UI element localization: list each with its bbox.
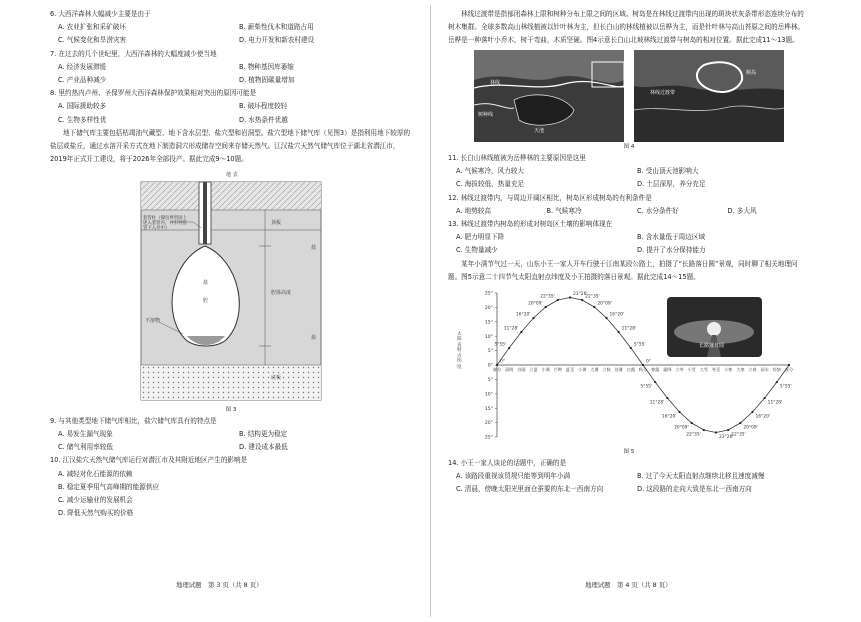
label-cavity: 腔 [203,297,209,304]
category-label: 夏至 [565,366,575,372]
data-label: 5°55' [779,384,792,390]
right-page [448,8,810,496]
category-label: 小雪 [687,366,696,372]
option[interactable]: C. 海拔较低，热量充足 [456,180,525,189]
data-point [691,422,693,424]
option[interactable]: A. 国际援助较多 [58,102,107,111]
label-salt-2: 盐 [311,334,317,341]
category-label: 惊蛰 [772,366,782,372]
y-tick-label: 10° [484,392,493,398]
label-treeline-ecotone: 林线过渡带 [650,90,676,96]
data-label: 22°35' [540,294,555,300]
left-page-footer: 地理试题 第 3 页（共 8 页） [176,581,263,589]
passage-14-15: 某年小满节气过一天，山东小王一家人开车行驶于江南某段公路上，拍摄了“长路落日圆”景观，同时聊了相关地理问题。图5示意二十四节气太阳直射点纬度及小王拍摄的落日景观。据此完成14～15题。 [448,259,798,281]
category-label: 寒露 [650,366,660,372]
data-point [654,381,656,383]
data-label: 22°35' [686,432,701,438]
question-8-options [50,100,412,126]
category-label: 处暑 [614,366,623,372]
data-label: 16°20' [661,414,677,420]
question-6-options [50,21,412,47]
category-label: 大寒 [736,366,745,372]
option[interactable]: D. 降低天然气购买的价格 [58,509,134,518]
option[interactable]: A. 该路段重视该贸规只能等到明年小满 [456,471,571,480]
data-point [715,431,717,433]
question-12-options [448,205,810,218]
option[interactable]: B. 破坏程度较轻 [239,102,288,111]
category-label: 冬至 [711,366,721,372]
question-10-options [50,468,412,521]
label-casing-string: 套管柱（镍包界型固上述入套管内，并引导套管下入井中） [143,215,187,232]
y-tick-label: 0° [487,363,493,369]
option[interactable]: A. 农业扩张和采矿破坏 [58,23,126,32]
y-axis-label: 太阳直射点纬度 [457,331,462,370]
data-point [508,346,510,348]
option[interactable]: C. 减少运输业的发展机会 [58,496,133,505]
data-label: 5°55' [633,342,646,348]
category-label: 小满 [541,366,550,372]
y-tick-label: 25° [484,291,493,297]
question-6-stem: 6. 大西洋森林大幅减少主要是由于 [50,10,151,18]
option[interactable]: D. 提升了水分保持能力 [637,246,706,255]
data-point [678,411,680,413]
label-tianchi: 天池 [534,128,545,134]
question-14-stem: 14. 小王一家人谈论的话题中，正确的是 [448,458,567,467]
option[interactable]: A. 易发生漏气现象 [58,430,113,439]
data-label: 23°26' [573,291,588,297]
data-label: 11°28' [649,400,665,406]
option[interactable]: B. 过了今天太阳直射点继续北移且速度减慢 [637,471,765,480]
option[interactable]: C. 产业品种减少 [58,76,107,85]
option[interactable]: B. 含水量低于周边区域 [637,233,706,242]
y-tick-label: 5° [487,348,493,354]
data-label: 11°28' [621,326,637,332]
question-7-stem: 7. 在过去的几个世纪里，大西洋森林的大幅度减少使当地 [50,49,217,58]
category-label: 春分 [784,366,794,372]
data-label: 5°55' [640,384,653,390]
salt-cavern-diagram [131,170,331,405]
data-point [532,316,534,318]
y-tick-label: 20° [484,420,493,426]
category-label: 立春 [748,366,757,372]
label-salt-1: 盐 [311,244,317,251]
y-tick-label: 20° [484,305,493,311]
solar-latitude-chart [459,287,799,447]
category-label: 春分 [492,366,502,372]
treeline-photo-pair [474,50,784,142]
figure-5-caption: 图 5 [623,448,635,455]
option[interactable]: D. 植物固碳量增加 [239,76,295,85]
data-point [545,305,547,307]
data-label: 11°28' [503,326,519,332]
category-label: 白露 [626,366,636,372]
photo-label: 长路落日圆 [699,342,725,349]
option[interactable]: B. 受山顶天池影响大 [637,167,699,176]
category-label: 芒种 [553,366,563,372]
data-label: 16°20' [515,312,531,318]
data-label: 20°09' [674,425,689,431]
option[interactable]: A. 减轻对化石能源的依赖 [58,469,133,478]
figure-5 [459,287,799,447]
question-9-options [50,428,412,454]
data-point [581,298,583,300]
figure-4-caption: 图 4 [623,144,635,150]
data-label: 0° [646,359,651,365]
option[interactable]: C. 生物量减少 [456,246,498,255]
data-label: 0° [500,359,505,365]
data-point [557,298,559,300]
data-point [618,330,620,332]
figure-4 [474,50,784,142]
y-tick-label: 15° [484,320,493,326]
category-label: 立夏 [529,366,538,372]
question-11-options [448,165,810,191]
passage-11-13: 林线过渡带是指郁闭森林上限和树种分布上限之间的区域。树岛是在林线过渡带内出现的斑块状灰条带形态连续分布的树木集群。全球多数高山林线植被以针叶林为主，但长白山的林线植被以岳桦为主，而是针叶林与高山苔原之间的岳桦林。岳桦是一种落叶小乔木，树干弯曲，木质坚硬。图4示意长白山北坡林线过渡带与树岛的相对位置。据此完成11～13题。 [448,10,805,44]
question-13-options [448,231,810,257]
data-point [520,330,522,332]
data-label: 20°09' [597,301,612,307]
question-8-stem: 8. 里约热内卢州、圣保罗州大西洋森林保护效果相对突出的原因可能是 [50,89,257,98]
option[interactable]: A. 肥力明显下降 [456,233,505,242]
data-point [642,364,644,366]
page-divider [430,5,431,617]
category-label: 立冬 [675,366,684,372]
option[interactable]: A. 气候寒冷，风力较大 [456,167,524,176]
label-tree-species-line: 树种线 [478,112,494,118]
data-label: 11°28' [767,400,783,406]
data-label: 23°26' [719,434,734,440]
y-tick-label: 25° [484,435,493,441]
right-page-footer: 地理试题 第 4 页（共 8 页） [585,581,672,589]
category-label: 清明 [504,366,514,372]
y-tick-label: 5° [487,377,493,383]
question-12-stem: 12. 林线过渡带内，与周边开阔区相比，树岛区形成树岛的有利条件是 [448,193,652,202]
data-point [666,397,668,399]
category-label: 小暑 [577,366,587,372]
data-point [751,411,753,413]
data-point [764,397,766,399]
data-label: 22°35' [731,432,746,438]
data-point [630,346,632,348]
option[interactable]: C. 储气利用率较低 [58,443,113,452]
label-tree-island: 树岛 [746,70,757,76]
data-label: 22°35' [585,294,600,300]
data-point [605,316,607,318]
data-point [739,422,741,424]
data-label: 20°09' [528,301,543,307]
option[interactable]: B. 结构更为稳定 [239,430,288,439]
option[interactable]: C. 气候变化和旱涝灾害 [58,36,127,45]
data-label: 16°20' [609,312,625,318]
data-label: 16°20' [755,414,771,420]
category-label: 雨水 [760,366,769,372]
data-point [593,305,595,307]
label-top-plate: 顶板 [271,219,282,226]
question-14-options [448,470,810,496]
category-label: 谷雨 [517,366,526,372]
label-ground-surface: 地 表 [226,171,238,178]
option[interactable]: B. 稳定夏季用气高峰期的能源供应 [58,482,160,491]
category-label: 小寒 [723,366,733,372]
data-point [569,296,571,298]
label-bottom-plate: 底板 [271,374,282,381]
question-13-stem: 13. 林线过渡带内树岛的形成对树岛区土壤的影响体现在 [448,220,613,229]
category-label: 大雪 [699,366,709,372]
label-cavity-salt: 盐 [203,279,209,286]
question-7-options [50,61,412,87]
option[interactable]: B. 薪柴性伐木和道路占用 [239,23,314,32]
option[interactable]: C. 清晨，傍晚太阳光里面仓蚕要的东北一西南方向 [456,485,604,494]
data-label: 20°09' [743,425,758,431]
figure-3 [131,170,331,405]
y-tick-label: 10° [484,334,493,340]
left-page [50,8,412,520]
data-point [727,429,729,431]
option[interactable]: D. 电力开发和新农村建设 [239,36,315,45]
question-11-stem: 11. 长白山林线植被为岳桦林的主要原因是这里 [448,154,586,162]
option[interactable]: D. 水热条件优越 [239,115,288,124]
question-9-stem: 9. 与其他类型地下储气库相比，盐穴储气库具有的特点是 [50,416,217,425]
option[interactable]: B. 气候寒冷 [546,206,582,215]
option[interactable]: A. 经济发展滞缓 [58,62,107,71]
data-label: 5°55' [494,342,507,348]
option[interactable]: D. 建设成本最低 [239,443,288,452]
data-point [496,364,498,366]
data-point [788,364,790,366]
passage-9-10: 地下储气库主要包括枯竭油气藏型、地下含水层型、盐穴型和岩洞型。盐穴型地下储气库（见图3）是指利用地下较厚的盐层或盐丘，通过水溶开采方式在地下制造洞穴形成储存空间来存储天然气。江汉盐穴天然气储气库位于湖北省潜江市，2019年正式开工建设，将于2026年全部投产。据此完成9～10题。 [50,128,411,163]
option[interactable]: C. 生物多样性优 [58,115,107,124]
figure-3-caption: 图 3 [225,406,237,413]
label-treeline: 林线 [490,80,501,86]
label-cavity-height: 腔体高度 [271,289,292,296]
category-label: 霜降 [663,366,672,372]
data-point [703,429,705,431]
category-label: 秋分 [638,366,648,372]
question-10-stem: 10. 江汉盐穴天然气储气库运行对潜江市及其附近地区产生的影响是 [50,456,248,465]
label-insoluble: 不溶物 [145,317,161,324]
option[interactable]: C. 水分条件好 [637,206,679,215]
option[interactable]: D. 多大风 [727,206,757,215]
option[interactable]: A. 地势较高 [456,206,491,215]
option[interactable]: B. 物种基因库萎缩 [239,62,294,71]
option[interactable]: D. 土层深厚，养分充足 [637,180,706,189]
category-label: 立秋 [602,366,611,372]
data-point [776,381,778,383]
y-tick-label: 15° [484,406,493,412]
option[interactable]: D. 这段路的走向大致是东北一西南方向 [637,485,752,494]
category-label: 大暑 [590,366,599,372]
